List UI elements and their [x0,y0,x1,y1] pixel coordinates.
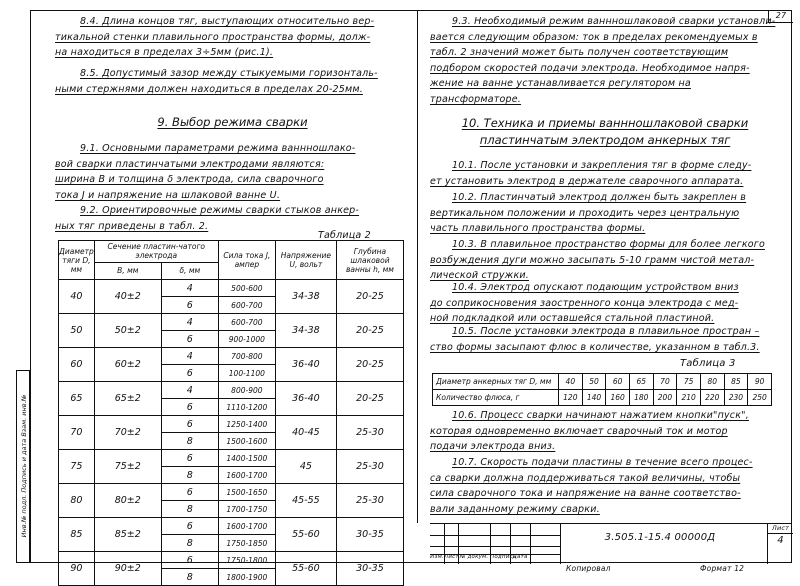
cell-current: 1110-1200 [218,399,275,416]
cell-flux: 210 [677,390,701,406]
cell-depth: 25-30 [336,416,403,450]
cell-thickness: 8 [161,433,218,450]
paragraph-10-5: 10.5. После установки электрода в плавильное простран – ство формы засыпают флюс в количестве, указанном в табл.3. [430,326,760,353]
revision-columns: Изм.Лист№ докум. ПодписьДата [430,554,528,560]
cell-depth: 20-25 [336,348,403,382]
cell-voltage: 40-45 [275,416,336,450]
cell-diameter: 50 [59,314,95,348]
cell-current: 1250-1400 [218,416,275,433]
cell-width: 75±2 [94,450,161,484]
cell-diameter: 90 [59,552,95,586]
col-current: Сила тока J, ампер [218,241,275,280]
copied-label: Копировал [566,564,611,573]
cell-current: 100-1100 [218,365,275,382]
cell-diameter: 65 [629,374,653,390]
cell-flux: 120 [559,390,583,406]
col-depth: Глубина шлаковой ванны h, мм [336,241,403,280]
sheet-box [767,524,793,564]
cell-flux: 140 [582,390,606,406]
cell-depth: 30-35 [336,552,403,586]
cell-flux: 160 [606,390,630,406]
cell-voltage: 55-60 [275,518,336,552]
cell-diameter: 75 [59,450,95,484]
cell-current: 1500-1650 [218,484,275,501]
revision-grid [430,524,561,564]
title-block [430,523,792,564]
paragraph-10-2: 10.2. Пластинчатый электрод должен быть закреплен в вертикальном положении и проходить через центральную часть плавильного пространства формы. [430,192,747,234]
cell-depth: 25-30 [336,450,403,484]
side-strip-text: Инв.№ подл. Подпись и дата Взам. инв.№ [20,394,28,538]
cell-thickness: 4 [161,348,218,365]
table-row [59,552,404,569]
col-voltage: Напряжение U, вольт [275,241,336,280]
cell-width: 65±2 [94,382,161,416]
sheet-label: Лист [768,524,793,534]
cell-flux: 200 [653,390,677,406]
paragraph-8-4: 8.4. Длина концов тяг, выступающих относительно вер- тикальной стенки плавильного пространства формы, долж- на находиться в пределах 3÷5мм (рис.1). [55,16,375,58]
cell-current: 500-600 [218,280,275,297]
table-3 [432,373,772,406]
sheet-number: 4 [777,535,784,546]
cell-current: 900-1000 [218,331,275,348]
cell-current: 1600-1700 [218,467,275,484]
cell-depth: 20-25 [336,382,403,416]
section-10-heading: 10. Техника и приемы ваннношлаковой сварки пластинчатым электродом анкерных тяг [461,116,749,147]
cell-voltage: 55-60 [275,552,336,586]
cell-thickness: 6 [161,331,218,348]
cell-diameter: 85 [724,374,748,390]
cell-width: 40±2 [94,280,161,314]
paragraph-10-1: 10.1. После установки и закрепления тяг в форме следу- ет установить электрод в держателе сварочного аппарата. [430,160,752,187]
table-2-caption: Таблица 2 [318,230,371,241]
cell-current: 1700-1750 [218,501,275,518]
cell-diameter: 40 [59,280,95,314]
paragraph-9-1: 9.1. Основными параметрами режима ваннношлако- вой сварки пластинчатыми электродами являются: ширина В и толщина δ электрода, сила сварочного тока J и напряжение на шлаковой ванне U. [55,143,356,201]
col-width-b: В, мм [94,262,161,279]
paragraph-9-3: 9.3. Необходимый режим ваннношлаковой сварки установли- вается следующим образом: ток в пределах рекомендуемых в табл. 2 значений может быть получен соответствующим подбором скоростей подачи электрода. Необходимое напря- жение на ванне устанавливается регулятором на трансформаторе. [430,16,776,105]
table-row [59,484,404,501]
cell-width: 80±2 [94,484,161,518]
col-diameter: Диаметр тяги D, мм [59,241,95,280]
paragraph-10-3: 10.3. В плавильное пространство формы для более легкого возбуждения дуги можно засыпать 5-10 грамм чистой метал- лической стружки. [430,239,765,281]
cell-diameter: 80 [700,374,724,390]
cell-voltage: 45-55 [275,484,336,518]
cell-current: 1750-1800 [218,552,275,569]
cell-flux: 230 [724,390,748,406]
cell-thickness: 6 [161,518,218,535]
cell-diameter: 80 [59,484,95,518]
side-strip [16,370,30,563]
cell-voltage: 36-40 [275,348,336,382]
paragraph-8-5: 8.5. Допустимый зазор между стыкуемыми горизонталь- ными стержнями должен находиться в пределах 20-25мм. [55,68,378,95]
cell-current: 1600-1700 [218,518,275,535]
table-3-caption: Таблица 3 [680,358,736,369]
cell-width: 60±2 [94,348,161,382]
cell-thickness: 8 [161,535,218,552]
cell-diameter: 50 [582,374,606,390]
format-label: Формат 12 [700,564,745,573]
column-divider [417,10,418,523]
cell-diameter: 70 [653,374,677,390]
cell-depth: 20-25 [336,280,403,314]
col-section: Сечение пластин-чатого электрода [94,241,218,263]
table-row [59,450,404,467]
table-row [59,382,404,399]
cell-thickness: 8 [161,501,218,518]
table-2 [58,240,404,586]
cell-depth: 30-35 [336,518,403,552]
cell-depth: 25-30 [336,484,403,518]
cell-width: 70±2 [94,416,161,450]
cell-thickness: 4 [161,382,218,399]
section-9-heading: 9. Выбор режима сварки [157,115,308,129]
cell-current: 600-700 [218,314,275,331]
cell-thickness: 6 [161,416,218,433]
table-row [59,518,404,535]
paragraph-10-4: 10.4. Электрод опускают подающим устройством вниз до соприкосновения заостренного конца электрода с мед- ной подкладкой или оставшейся стальной пластиной. [430,282,739,324]
table-row [59,348,404,365]
cell-thickness: 4 [161,314,218,331]
cell-current: 1750-1850 [218,535,275,552]
document-code: 3.505.1-15.4 00000Д [604,532,716,543]
cell-thickness: 6 [161,484,218,501]
cell-diameter: 90 [748,374,772,390]
table-3-row1-label: Диаметр анкерных тяг D, мм [433,374,559,390]
cell-diameter: 40 [559,374,583,390]
cell-diameter: 65 [59,382,95,416]
paragraph-10-6: 10.6. Процесс сварки начинают нажатием кнопки"пуск", которая одновременно включает сварочный ток и мотор подачи электрода вниз. [430,410,749,452]
cell-voltage: 45 [275,450,336,484]
cell-voltage: 34-38 [275,314,336,348]
cell-width: 50±2 [94,314,161,348]
cell-thickness: 8 [161,569,218,586]
cell-current: 1400-1500 [218,450,275,467]
cell-diameter: 60 [59,348,95,382]
cell-diameter: 70 [59,416,95,450]
table-3-row2-label: Количество флюса, г [433,390,559,406]
col-thickness: δ, мм [161,262,218,279]
table-row [59,280,404,297]
cell-current: 700-800 [218,348,275,365]
cell-thickness: 6 [161,450,218,467]
cell-thickness: 6 [161,297,218,314]
cell-thickness: 6 [161,365,218,382]
cell-flux: 220 [700,390,724,406]
cell-current: 1800-1900 [218,569,275,586]
cell-voltage: 36-40 [275,382,336,416]
cell-depth: 20-25 [336,314,403,348]
cell-flux: 180 [629,390,653,406]
cell-thickness: 8 [161,467,218,484]
table-row [59,416,404,433]
cell-diameter: 85 [59,518,95,552]
cell-diameter: 60 [606,374,630,390]
page-number: 27 [775,11,787,20]
cell-thickness: 4 [161,280,218,297]
cell-width: 85±2 [94,518,161,552]
cell-thickness: 6 [161,399,218,416]
cell-current: 600-700 [218,297,275,314]
cell-thickness: 6 [161,552,218,569]
cell-width: 90±2 [94,552,161,586]
cell-current: 800-900 [218,382,275,399]
cell-current: 1500-1600 [218,433,275,450]
paragraph-10-7: 10.7. Скорость подачи пластины в течение всего процес- са сварки должна поддерживаться такой величины, чтобы сила сварочного тока и напряжение на ванне соответство- вали заданному режиму сварки. [430,457,753,515]
table-row [59,314,404,331]
cell-diameter: 75 [677,374,701,390]
paragraph-9-2: 9.2. Ориентировочные режимы сварки стыков анкер- ных тяг приведены в табл. 2. [55,205,360,232]
cell-flux: 250 [748,390,772,406]
table-2-body [59,280,404,586]
cell-voltage: 34-38 [275,280,336,314]
